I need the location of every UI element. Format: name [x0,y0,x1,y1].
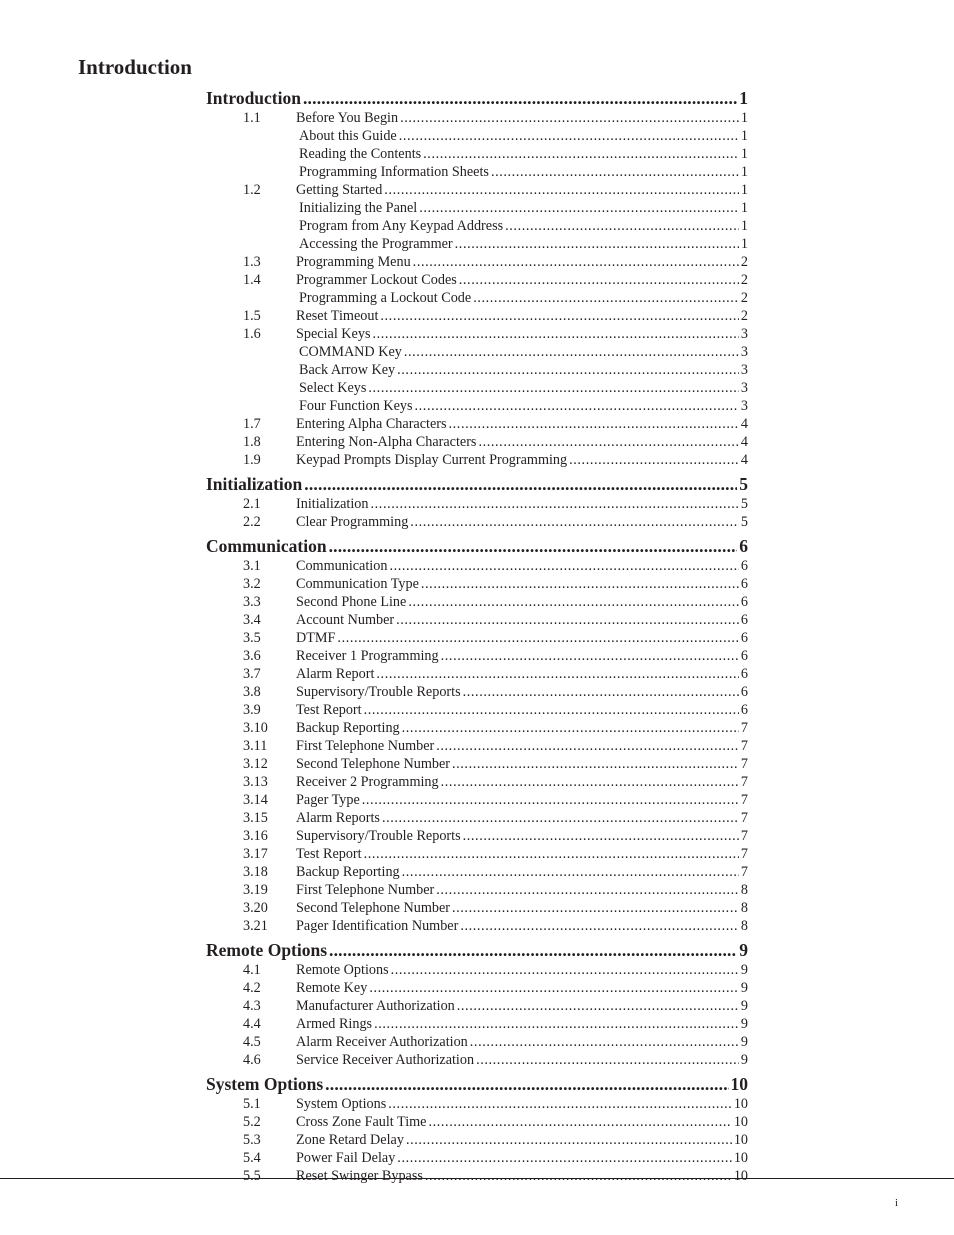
toc-section-entry[interactable] [206,1113,748,1131]
toc-entry-number: 4.1 [243,962,261,978]
toc-entry-page: 7 [740,756,748,772]
toc-entry-number: 3.18 [243,864,268,880]
toc-subsection-entry[interactable] [206,163,748,181]
toc-entry-page: 1 [740,200,748,216]
toc-entry-number: 3.15 [243,810,268,826]
toc-entry-page: 6 [739,536,748,556]
toc-section-entry[interactable] [206,1095,748,1113]
toc-section-entry[interactable] [206,647,748,665]
page-number: i [894,1197,898,1209]
toc-entry-page: 8 [740,918,748,934]
toc-dot-leader [410,513,739,531]
toc-section-entry[interactable] [206,307,748,325]
toc-section-entry[interactable] [206,253,748,271]
toc-entry-page: 7 [740,738,748,754]
toc-entry-number: 4.2 [243,980,261,996]
toc-entry-page: 1 [740,218,748,234]
toc-dot-leader [389,557,738,575]
toc-entry-title: Special Keys [296,326,371,342]
toc-section-entry[interactable] [206,979,748,997]
toc-entry-number: 3.13 [243,774,268,790]
toc-subsection-entry[interactable] [206,199,748,217]
toc-entry-title: Initialization [296,496,369,512]
toc-entry-title: Communication [296,558,388,574]
toc-entry-number: 1.8 [243,434,261,450]
toc-entry-title: Test Report [296,702,362,718]
toc-dot-leader [364,701,739,719]
toc-chapter-entry[interactable] [206,473,748,495]
toc-entry-title: Programming a Lockout Code [299,290,472,306]
toc-entry-title: Programmer Lockout Codes [296,272,457,288]
toc-entry-page: 5 [740,514,748,530]
toc-entry-page: 1 [740,146,748,162]
toc-dot-leader [463,827,739,845]
toc-entry-number: 3.16 [243,828,268,844]
toc-entry-page: 6 [740,576,748,592]
toc-dot-leader [452,755,739,773]
toc-entry-number: 4.4 [243,1016,261,1032]
toc-entry-title: Backup Reporting [296,720,400,736]
toc-entry-title: Remote Options [296,962,389,978]
toc-entry-title: Manufacturer Authorization [296,998,455,1014]
toc-dot-leader [402,863,739,881]
toc-entry-title: Back Arrow Key [299,362,396,378]
toc-entry-page: 1 [740,128,748,144]
toc-subsection-entry[interactable] [206,397,748,415]
toc-entry-number: 3.14 [243,792,268,808]
toc-entry-number: 4.3 [243,998,261,1014]
toc-dot-leader [436,881,739,899]
toc-entry-number: 3.4 [243,612,261,628]
toc-dot-leader [441,647,739,665]
toc-entry-title: First Telephone Number [296,738,435,754]
toc-entry-title: Programming Information Sheets [299,164,489,180]
toc-entry-number: 2.1 [243,496,261,512]
toc-entry-page: 4 [740,434,748,450]
toc-dot-leader [380,307,739,325]
toc-entry-number: 3.7 [243,666,261,682]
toc-dot-leader [391,961,739,979]
toc-entry-title: Entering Non-Alpha Characters [296,434,477,450]
toc-entry-title: First Telephone Number [296,882,435,898]
toc-section-entry[interactable] [206,665,748,683]
toc-dot-leader [425,1167,732,1185]
toc-dot-leader [476,1051,739,1069]
toc-dot-leader [569,451,739,469]
toc-dot-leader [419,199,739,217]
toc-entry-title: Test Report [296,846,362,862]
toc-entry-title: Entering Alpha Characters [296,416,447,432]
toc-entry-title: System Options [296,1096,387,1112]
toc-section-entry[interactable] [206,961,748,979]
toc-entry-page: 10 [733,1132,748,1148]
toc-dot-leader [369,979,739,997]
toc-dot-leader [303,87,737,109]
toc-dot-leader [400,109,739,127]
toc-entry-title: Receiver 1 Programming [296,648,439,664]
toc-entry-page: 7 [740,810,748,826]
toc-entry-number: 3.1 [243,558,261,574]
toc-entry-page: 4 [740,452,748,468]
toc-entry-title: COMMAND Key [299,344,402,360]
toc-entry-page: 1 [739,88,748,108]
toc-entry-number: 5.4 [243,1150,261,1166]
toc-dot-leader [397,361,739,379]
toc-entry-page: 7 [740,792,748,808]
toc-section-entry[interactable] [206,575,748,593]
toc-entry-page: 10 [733,1114,748,1130]
toc-entry-title: Initialization [206,474,303,494]
toc-entry-title: Backup Reporting [296,864,400,880]
toc-entry-number: 3.12 [243,756,268,772]
toc-entry-title: Reset Swinger Bypass [296,1168,423,1184]
toc-entry-page: 6 [740,666,748,682]
toc-dot-leader [423,145,739,163]
toc-entry-page: 1 [740,110,748,126]
toc-entry-number: 3.2 [243,576,261,592]
toc-section-entry[interactable] [206,755,748,773]
toc-entry-title: Zone Retard Delay [296,1132,404,1148]
toc-dot-leader [329,535,738,557]
toc-subsection-entry[interactable] [206,217,748,235]
toc-dot-leader [325,1073,728,1095]
toc-entry-page: 6 [740,702,748,718]
toc-entry-title: Communication [206,536,327,556]
toc-entry-title: Reading the Contents [299,146,422,162]
toc-subsection-entry[interactable] [206,289,748,307]
toc-entry-page: 7 [740,828,748,844]
toc-section-entry[interactable] [206,593,748,611]
toc-section-entry[interactable] [206,845,748,863]
toc-dot-leader [441,773,739,791]
toc-section-entry[interactable] [206,495,748,513]
toc-dot-leader [408,593,739,611]
toc-entry-title: Alarm Report [296,666,375,682]
toc-entry-number: 3.21 [243,918,268,934]
toc-entry-number: 3.20 [243,900,268,916]
toc-entry-number: 1.6 [243,326,261,342]
toc-dot-leader [413,253,739,271]
toc-section-entry[interactable] [206,881,748,899]
toc-entry-title: Second Telephone Number [296,900,450,916]
toc-dot-leader [463,683,739,701]
toc-dot-leader [436,737,739,755]
toc-entry-page: 7 [740,774,748,790]
toc-entry-title: Remote Key [296,980,368,996]
toc-section-entry[interactable] [206,433,748,451]
toc-entry-page: 1 [740,182,748,198]
toc-dot-leader [397,1149,732,1167]
toc-subsection-entry[interactable] [206,343,748,361]
toc-section-entry[interactable] [206,701,748,719]
toc-section-entry[interactable] [206,1167,748,1185]
toc-entry-title: Armed Rings [296,1016,373,1032]
toc-dot-leader [396,611,739,629]
toc-section-entry[interactable] [206,737,748,755]
toc-entry-number: 5.3 [243,1132,261,1148]
toc-entry-number: 5.5 [243,1168,261,1184]
toc-subsection-entry[interactable] [206,127,748,145]
toc-entry-title: System Options [206,1074,324,1094]
toc-entry-page: 10 [733,1150,748,1166]
toc-entry-page: 3 [740,398,748,414]
toc-entry-page: 3 [740,362,748,378]
toc-entry-page: 6 [740,558,748,574]
toc-dot-leader [362,791,739,809]
toc-entry-title: Initializing the Panel [299,200,418,216]
toc-entry-title: Second Telephone Number [296,756,450,772]
toc-dot-leader [459,271,739,289]
toc-entry-title: Select Keys [299,380,367,396]
toc-entry-title: Remote Options [206,940,328,960]
toc-dot-leader [470,1033,739,1051]
toc-entry-title: Programming Menu [296,254,411,270]
toc-entry-title: Reset Timeout [296,308,379,324]
toc-entry-number: 1.9 [243,452,261,468]
toc-dot-leader [402,719,739,737]
toc-entry-page: 4 [740,416,748,432]
toc-entry-page: 1 [740,236,748,252]
toc-entry-page: 2 [740,308,748,324]
toc-dot-leader [372,325,738,343]
toc-section-entry[interactable] [206,271,748,289]
toc-dot-leader [455,235,739,253]
toc-section-entry[interactable] [206,809,748,827]
toc-entry-title: Pager Identification Number [296,918,459,934]
toc-entry-number: 4.6 [243,1052,261,1068]
toc-section-entry[interactable] [206,557,748,575]
toc-entry-number: 1.2 [243,182,261,198]
toc-entry-page: 6 [740,612,748,628]
toc-section-entry[interactable] [206,451,748,469]
toc-dot-leader [428,1113,731,1131]
toc-section-entry[interactable] [206,109,748,127]
toc-entry-title: Receiver 2 Programming [296,774,439,790]
toc-entry-page: 6 [740,594,748,610]
toc-entry-title: Power Fail Delay [296,1150,396,1166]
toc-entry-number: 3.9 [243,702,261,718]
toc-entry-number: 3.3 [243,594,261,610]
toc-entry-page: 5 [739,474,748,494]
footer-divider [0,1178,954,1179]
toc-section-entry[interactable] [206,827,748,845]
toc-entry-title: Communication Type [296,576,419,592]
toc-entry-number: 2.2 [243,514,261,530]
toc-chapter-entry[interactable] [206,1073,748,1095]
toc-entry-number: 4.5 [243,1034,261,1050]
toc-entry-number: 1.3 [243,254,261,270]
toc-dot-leader [452,899,739,917]
toc-entry-title: Service Receiver Authorization [296,1052,475,1068]
toc-section-entry[interactable] [206,719,748,737]
toc-section-entry[interactable] [206,899,748,917]
toc-dot-leader [491,163,739,181]
toc-dot-leader [406,1131,732,1149]
toc-dot-leader [374,1015,739,1033]
toc-entry-number: 3.17 [243,846,268,862]
toc-entry-number: 3.8 [243,684,261,700]
toc-dot-leader [505,217,739,235]
toc-section-entry[interactable] [206,415,748,433]
toc-entry-title: Cross Zone Fault Time [296,1114,427,1130]
toc-entry-page: 10 [733,1096,748,1112]
toc-dot-leader [364,845,739,863]
toc-dot-leader [404,343,739,361]
toc-entry-title: Clear Programming [296,514,409,530]
toc-section-entry[interactable] [206,1149,748,1167]
toc-entry-page: 9 [740,1034,748,1050]
toc-entry-page: 8 [740,900,748,916]
toc-entry-title: Accessing the Programmer [299,236,453,252]
toc-entry-title: Keypad Prompts Display Current Programming [296,452,568,468]
toc-section-entry[interactable] [206,863,748,881]
toc-entry-page: 2 [740,254,748,270]
toc-section-entry[interactable] [206,1051,748,1069]
toc-dot-leader [449,415,739,433]
toc-entry-number: 1.7 [243,416,261,432]
toc-section-entry[interactable] [206,181,748,199]
toc-entry-title: Alarm Receiver Authorization [296,1034,468,1050]
toc-entry-page: 6 [740,684,748,700]
toc-entry-title: Four Function Keys [299,398,413,414]
toc-entry-page: 3 [740,380,748,396]
toc-section-entry[interactable] [206,683,748,701]
toc-entry-page: 6 [740,648,748,664]
toc-entry-number: 1.1 [243,110,261,126]
toc-dot-leader [473,289,739,307]
toc-entry-title: Program from Any Keypad Address [299,218,504,234]
toc-entry-page: 9 [740,998,748,1014]
toc-dot-leader [460,917,739,935]
toc-entry-page: 9 [740,962,748,978]
toc-dot-leader [388,1095,732,1113]
toc-entry-number: 3.11 [243,738,268,754]
toc-chapter-entry[interactable] [206,939,748,961]
toc-entry-number: 3.19 [243,882,268,898]
toc-entry-page: 7 [740,864,748,880]
toc-dot-leader [368,379,739,397]
toc-entry-title: Second Phone Line [296,594,407,610]
toc-entry-number: 5.2 [243,1114,261,1130]
toc-dot-leader [376,665,739,683]
toc-subsection-entry[interactable] [206,235,748,253]
toc-section-entry[interactable] [206,1015,748,1033]
toc-entry-page: 9 [740,980,748,996]
toc-subsection-entry[interactable] [206,361,748,379]
toc-entry-page: 2 [740,290,748,306]
toc-entry-page: 3 [740,326,748,342]
toc-entry-title: Supervisory/Trouble Reports [296,828,461,844]
toc-dot-leader [421,575,739,593]
toc-section-entry[interactable] [206,791,748,809]
toc-entry-page: 8 [740,882,748,898]
toc-entry-page: 9 [740,1016,748,1032]
toc-section-entry[interactable] [206,773,748,791]
toc-entry-page: 10 [730,1074,748,1094]
toc-entry-title: About this Guide [299,128,397,144]
toc-dot-leader [457,997,739,1015]
toc-section-entry[interactable] [206,611,748,629]
toc-entry-title: Pager Type [296,792,360,808]
toc-entry-page: 2 [740,272,748,288]
toc-dot-leader [478,433,738,451]
toc-entry-number: 1.5 [243,308,261,324]
toc-chapter-entry[interactable] [206,87,748,109]
toc-entry-page: 3 [740,344,748,360]
toc-entry-number: 3.6 [243,648,261,664]
toc-entry-number: 1.4 [243,272,261,288]
toc-entry-title: Account Number [296,612,395,628]
toc-entry-number: 3.10 [243,720,268,736]
toc-entry-page: 6 [740,630,748,646]
toc-entry-page: 7 [740,846,748,862]
toc-section-entry[interactable] [206,513,748,531]
toc-entry-title: Getting Started [296,182,383,198]
toc-dot-leader [399,127,739,145]
toc-entry-page: 9 [740,1052,748,1068]
toc-entry-page: 9 [739,940,748,960]
toc-section-entry[interactable] [206,917,748,935]
toc-dot-leader [329,939,737,961]
toc-dot-leader [371,495,739,513]
toc-section-entry[interactable] [206,1131,748,1149]
toc-entry-title: Introduction [206,88,301,108]
toc-chapter-entry[interactable] [206,535,748,557]
page-title: Introduction [78,55,192,79]
toc-entry-page: 10 [733,1168,748,1184]
toc-entry-title: Supervisory/Trouble Reports [296,684,461,700]
toc-dot-leader [382,809,739,827]
toc-dot-leader [304,473,737,495]
toc-entry-page: 1 [740,164,748,180]
toc-dot-leader [384,181,739,199]
table-of-contents [206,87,748,1185]
toc-dot-leader [415,397,739,415]
toc-entry-page: 7 [740,720,748,736]
toc-subsection-entry[interactable] [206,145,748,163]
toc-entry-number: 5.1 [243,1096,261,1112]
toc-section-entry[interactable] [206,1033,748,1051]
toc-entry-title: DTMF [296,630,336,646]
toc-section-entry[interactable] [206,325,748,343]
toc-section-entry[interactable] [206,997,748,1015]
toc-entry-number: 3.5 [243,630,261,646]
toc-subsection-entry[interactable] [206,379,748,397]
toc-entry-page: 5 [740,496,748,512]
toc-entry-title: Before You Begin [296,110,399,126]
toc-dot-leader [337,629,738,647]
toc-section-entry[interactable] [206,629,748,647]
toc-entry-title: Alarm Reports [296,810,380,826]
